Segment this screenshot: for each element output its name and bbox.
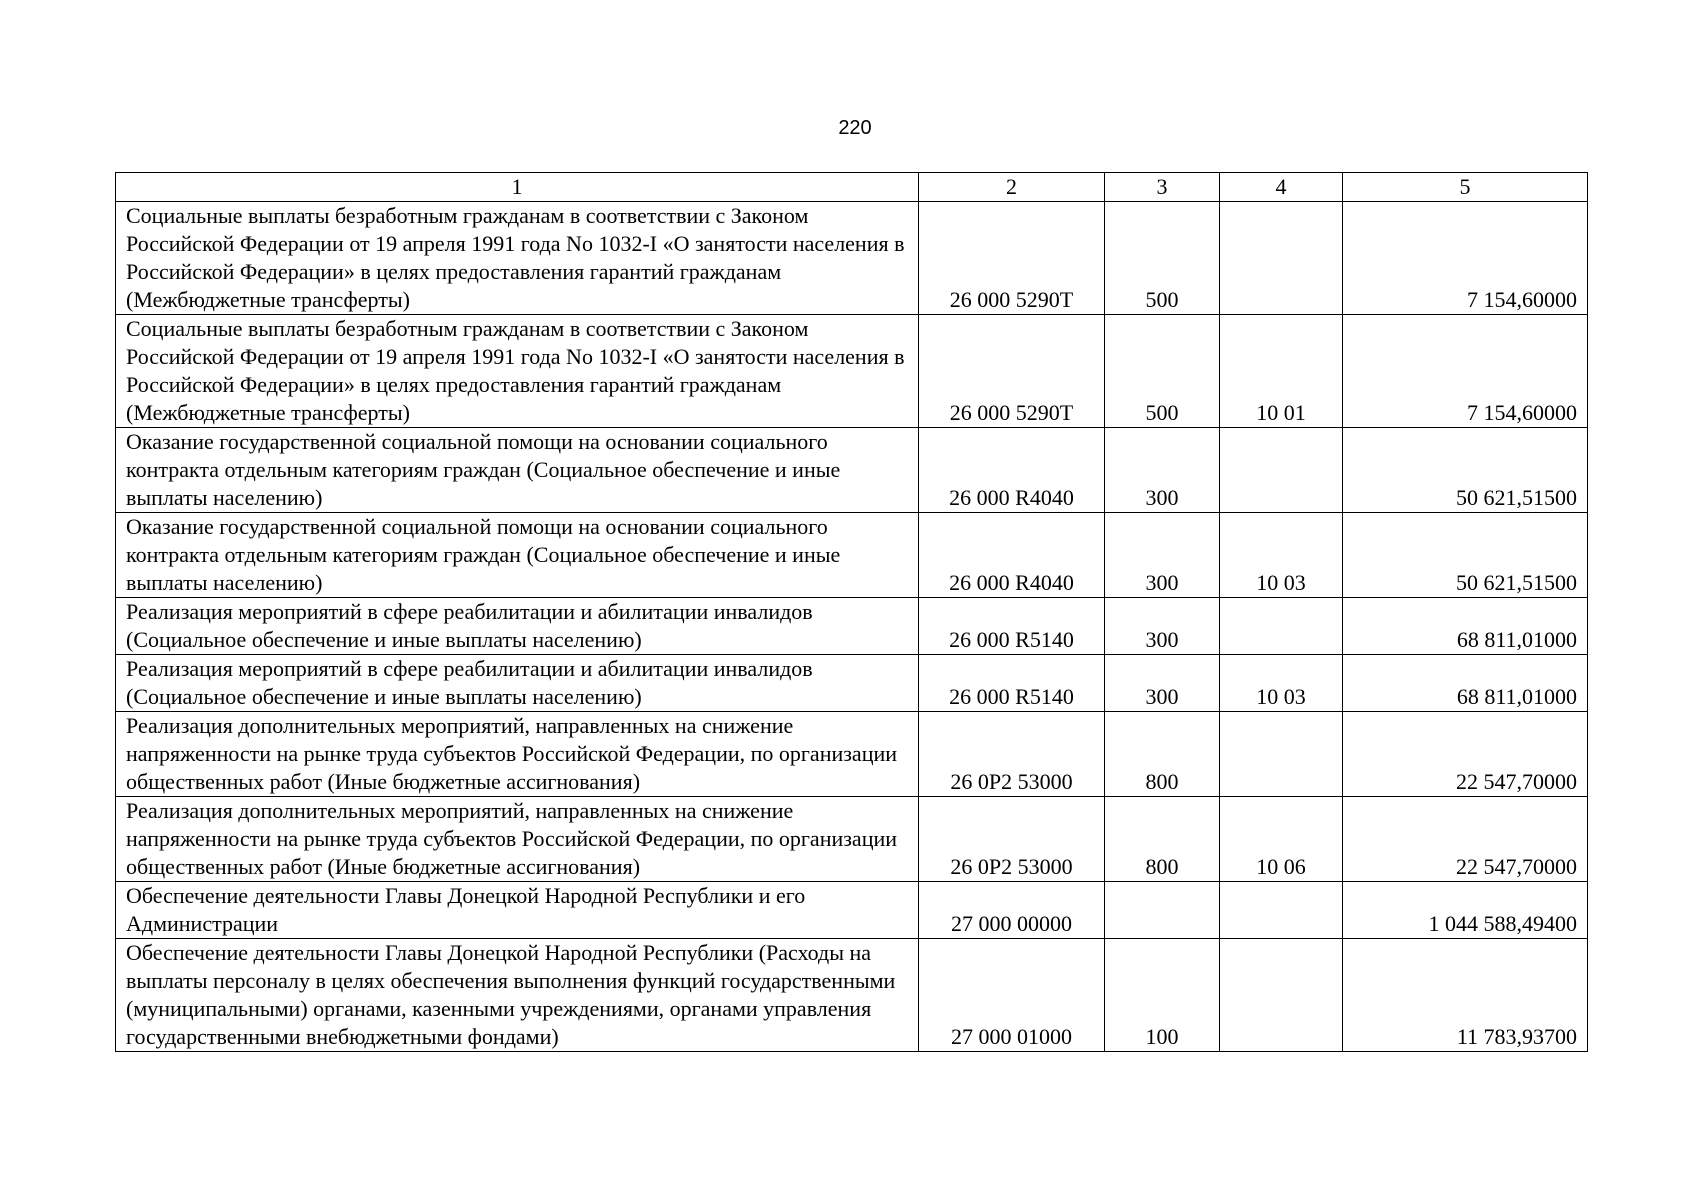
row-section: 10 01 <box>1220 315 1343 428</box>
table-row <box>116 797 1588 882</box>
row-target-code: 26 000 R5140 <box>919 598 1105 655</box>
row-description: Обеспечение деятельности Главы Донецкой Народной Республики (Расходы на выплаты персоналу в целях обеспечения выполнения функций государственными (муниципальными) органами, казенными учреждениями, органами управления государственными внебюджетными фондами) <box>116 939 919 1052</box>
row-target-code: 26 000 5290Т <box>919 202 1105 315</box>
row-target-code: 26 000 R4040 <box>919 428 1105 513</box>
row-expense-type: 300 <box>1105 655 1220 712</box>
row-description: Реализация дополнительных мероприятий, направленных на снижение напряженности на рынке труда субъектов Российской Федерации, по организации общественных работ (Иные бюджетные ассигнования) <box>116 712 919 797</box>
table-row <box>116 939 1588 1052</box>
table-row <box>116 202 1588 315</box>
row-amount: 22 547,70000 <box>1343 712 1588 797</box>
row-amount: 1 044 588,49400 <box>1343 882 1588 939</box>
row-description: Реализация мероприятий в сфере реабилитации и абилитации инвалидов (Социальное обеспечение и иные выплаты населению) <box>116 655 919 712</box>
page-number: 220 <box>838 117 872 139</box>
row-section <box>1220 712 1343 797</box>
row-description: Социальные выплаты безработным гражданам в соответствии с Законом Российской Федерации от 19 апреля 1991 года No 1032-I «О занятости населения в Российской Федерации» в целях предоставления гарантий гражданам (Межбюджетные трансферты) <box>116 315 919 428</box>
row-amount: 22 547,70000 <box>1343 797 1588 882</box>
row-expense-type: 800 <box>1105 712 1220 797</box>
row-expense-type: 500 <box>1105 202 1220 315</box>
row-section <box>1220 428 1343 513</box>
row-description: Социальные выплаты безработным гражданам в соответствии с Законом Российской Федерации от 19 апреля 1991 года No 1032-I «О занятости населения в Российской Федерации» в целях предоставления гарантий гражданам (Межбюджетные трансферты) <box>116 202 919 315</box>
row-description: Оказание государственной социальной помощи на основании социального контракта отдельным категориям граждан (Социальное обеспечение и иные выплаты населению) <box>116 513 919 598</box>
row-section <box>1220 202 1343 315</box>
row-amount: 50 621,51500 <box>1343 428 1588 513</box>
row-section <box>1220 882 1343 939</box>
row-target-code: 26 0P2 53000 <box>919 712 1105 797</box>
row-target-code: 26 000 5290Т <box>919 315 1105 428</box>
row-expense-type: 800 <box>1105 797 1220 882</box>
row-expense-type <box>1105 882 1220 939</box>
column-header-4: 4 <box>1220 173 1343 202</box>
row-description: Оказание государственной социальной помощи на основании социального контракта отдельным категориям граждан (Социальное обеспечение и иные выплаты населению) <box>116 428 919 513</box>
row-description: Обеспечение деятельности Главы Донецкой Народной Республики и его Администрации <box>116 882 919 939</box>
row-amount: 11 783,93700 <box>1343 939 1588 1052</box>
column-header-1: 1 <box>116 173 919 202</box>
column-header-5: 5 <box>1343 173 1588 202</box>
row-section <box>1220 939 1343 1052</box>
row-amount: 7 154,60000 <box>1343 315 1588 428</box>
table-row <box>116 712 1588 797</box>
row-expense-type: 300 <box>1105 598 1220 655</box>
budget-table <box>115 172 1588 1052</box>
row-description: Реализация мероприятий в сфере реабилитации и абилитации инвалидов (Социальное обеспечение и иные выплаты населению) <box>116 598 919 655</box>
row-amount: 68 811,01000 <box>1343 598 1588 655</box>
row-description: Реализация дополнительных мероприятий, направленных на снижение напряженности на рынке труда субъектов Российской Федерации, по организации общественных работ (Иные бюджетные ассигнования) <box>116 797 919 882</box>
row-section: 10 03 <box>1220 655 1343 712</box>
row-amount: 68 811,01000 <box>1343 655 1588 712</box>
table-row <box>116 428 1588 513</box>
table-row <box>116 598 1588 655</box>
row-amount: 50 621,51500 <box>1343 513 1588 598</box>
row-target-code: 26 000 R5140 <box>919 655 1105 712</box>
table-row <box>116 882 1588 939</box>
row-amount: 7 154,60000 <box>1343 202 1588 315</box>
column-header-2: 2 <box>919 173 1105 202</box>
row-section: 10 06 <box>1220 797 1343 882</box>
row-expense-type: 500 <box>1105 315 1220 428</box>
column-header-3: 3 <box>1105 173 1220 202</box>
table-row <box>116 315 1588 428</box>
row-target-code: 27 000 01000 <box>919 939 1105 1052</box>
row-expense-type: 300 <box>1105 428 1220 513</box>
row-target-code: 27 000 00000 <box>919 882 1105 939</box>
row-target-code: 26 000 R4040 <box>919 513 1105 598</box>
row-target-code: 26 0P2 53000 <box>919 797 1105 882</box>
table-row <box>116 513 1588 598</box>
row-expense-type: 100 <box>1105 939 1220 1052</box>
header-row <box>116 173 1588 202</box>
table-row <box>116 655 1588 712</box>
row-expense-type: 300 <box>1105 513 1220 598</box>
table-body <box>116 202 1588 1052</box>
row-section <box>1220 598 1343 655</box>
table-header <box>116 173 1588 202</box>
row-section: 10 03 <box>1220 513 1343 598</box>
